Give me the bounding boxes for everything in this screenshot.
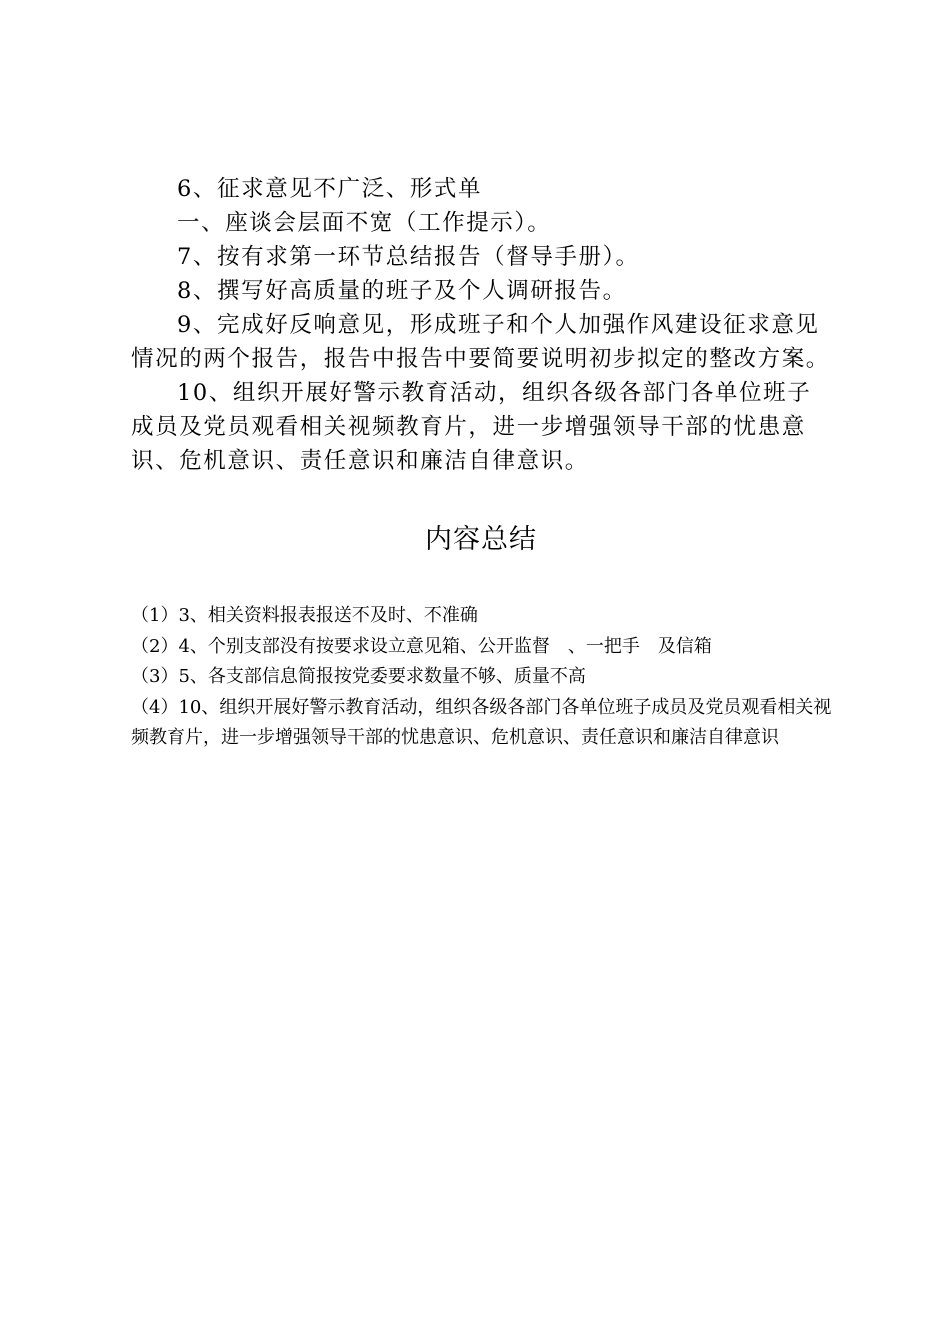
summary-item-2: （2）4、个别支部没有按要求设立意见箱、公开监督 、一把手 及信箱 bbox=[131, 635, 712, 657]
summary-item-1: （1）3、相关资料报表报送不及时、不准确 bbox=[131, 605, 478, 626]
document-body bbox=[131, 172, 831, 478]
paragraph-1: 一、座谈会层面不宽（工作提示）。 bbox=[177, 210, 552, 236]
paragraph-8: 8、撰写好高质量的班子及个人调研报告。 bbox=[177, 278, 627, 304]
paragraph-9: 9、完成好反响意见，形成班子和个人加强作风建设征求意见情况的两个报告，报告中报告中要简要说明初步拟定的整改方案。 bbox=[131, 312, 830, 372]
summary-list bbox=[131, 601, 835, 754]
paragraph-7: 7、按有求第一环节总结报告（督导手册）。 bbox=[177, 244, 640, 270]
summary-item-3: （3）5、各支部信息简报按党委要求数量不够、质量不高 bbox=[131, 666, 586, 687]
summary-item-4: （4）10、组织开展好警示教育活动，组织各级各部门各单位班子成员及党员观看相关视频教育片，进一步增强领导干部的忧患意识、危机意识、责任意识和廉洁自律意识 bbox=[131, 696, 832, 748]
paragraph-6: 6、征求意见不广泛、形式单 bbox=[177, 176, 483, 202]
summary-title: 内容总结 bbox=[425, 524, 537, 555]
paragraph-10: 10、组织开展好警示教育活动，组织各级各部门各单位班子成员及党员观看相关视频教育片，进一步增强领导干部的忧患意识、危机意识、责任意识和廉洁自律意识。 bbox=[131, 380, 812, 474]
